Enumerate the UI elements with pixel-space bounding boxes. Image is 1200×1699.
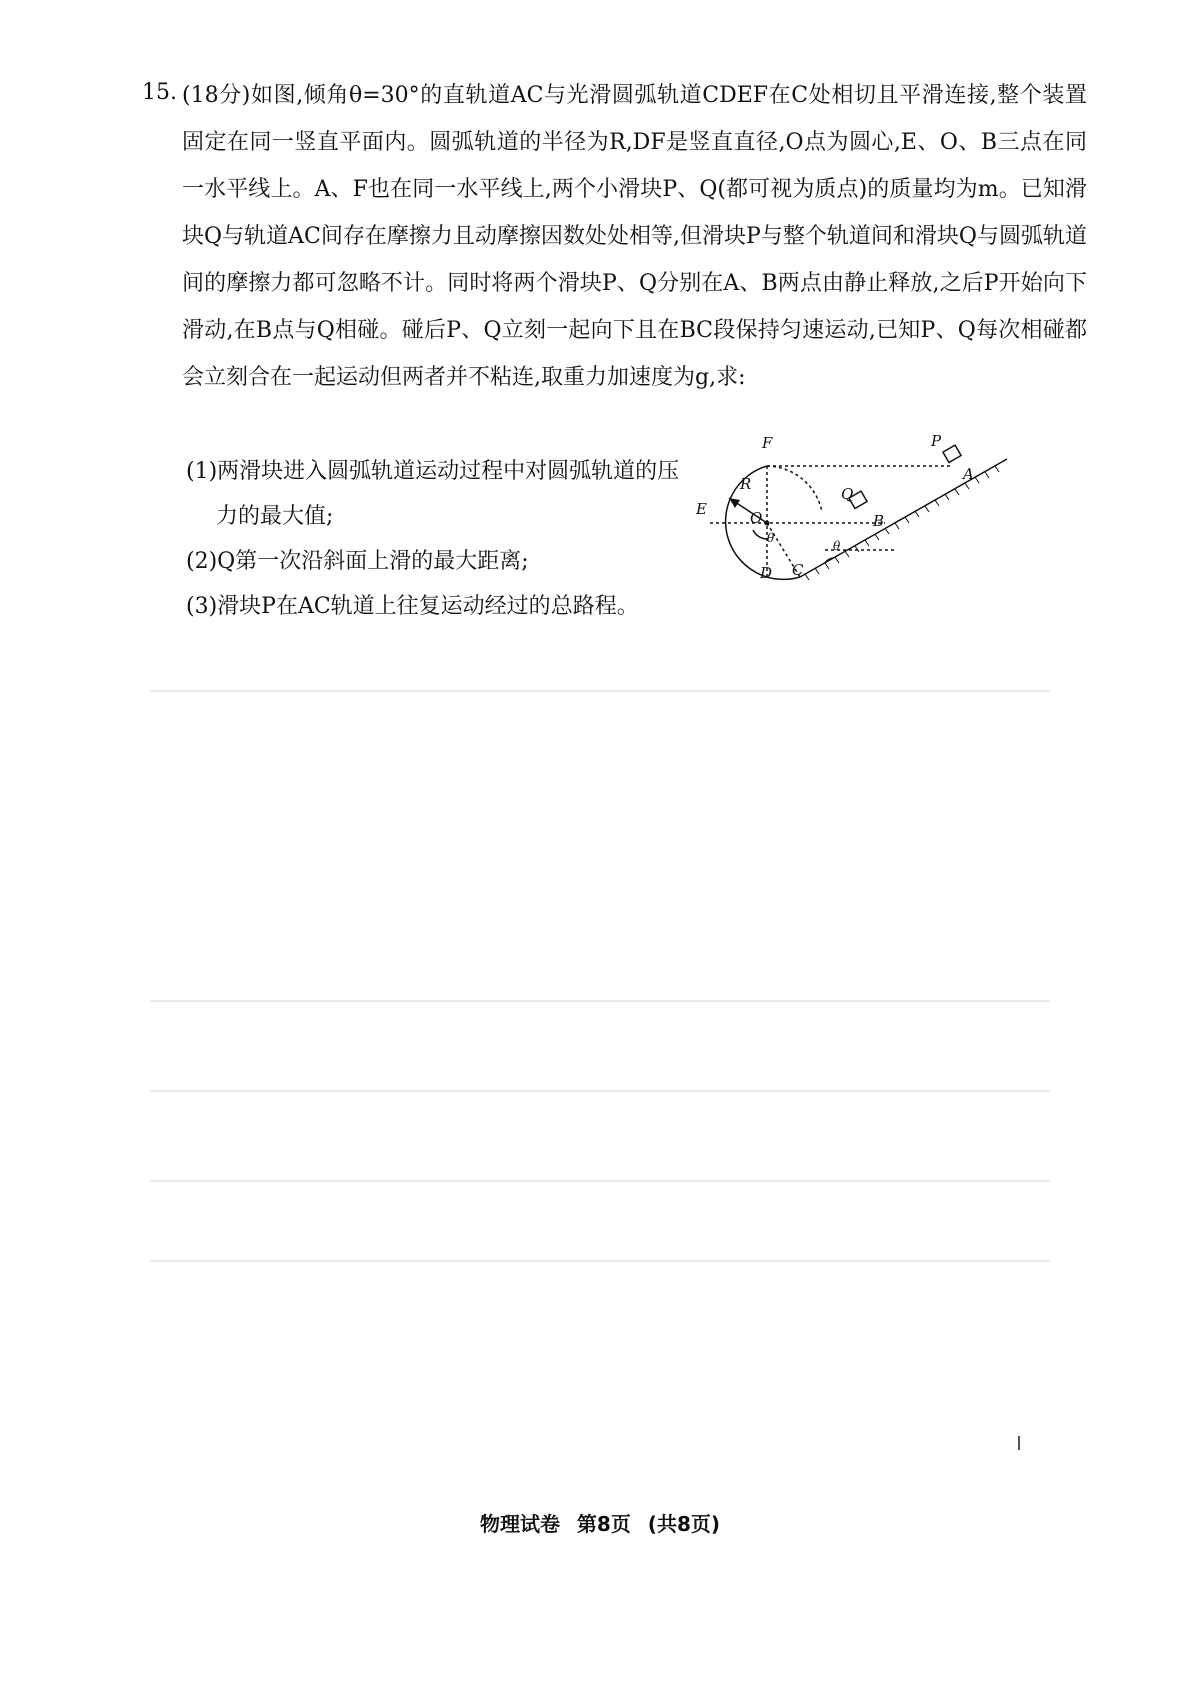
question-1-line-1: (1)两滑块进入圆弧轨道运动过程中对圆弧轨道的压 [186,459,680,484]
label-theta-incline: θ [833,539,841,553]
question-1 [186,449,726,539]
incline-hatching [805,466,999,580]
label-D: D [760,564,773,582]
scan-noise [150,1180,1050,1182]
label-F: F [762,434,773,452]
scan-noise [150,1090,1050,1092]
incline-AC [800,459,1007,577]
label-B: B [873,512,885,530]
label-R: R [740,475,752,493]
label-O: O [750,509,763,527]
question-3: (3)滑块P在AC轨道上往复运动经过的总路程。 [186,594,639,619]
track-diagram [696,432,1105,630]
block-P [943,445,961,462]
arrow-head [729,498,740,508]
scan-noise [150,1260,1050,1262]
label-E: E [696,500,707,518]
scan-noise [150,1000,1050,1002]
question-2: (2)Q第一次沿斜面上滑的最大距离; [186,549,529,574]
label-Q: Q [841,485,854,503]
question-1-line-2: 力的最大值; [216,504,334,529]
dashed-circle [767,466,822,512]
center-dot [765,521,770,526]
scan-mark [1018,1436,1020,1450]
angle-mark-center [753,530,767,539]
label-A: A [963,465,974,483]
problem-15 [142,72,1092,401]
label-P: P [931,432,942,450]
label-theta-center: θ [767,531,775,545]
page-footer: 物理试卷 第8页 (共8页) [479,1512,721,1536]
label-C: C [792,561,804,579]
problem-number: 15. [142,80,177,105]
problem-statement: (18分)如图,倾角θ=30°的直轨道AC与光滑圆弧轨道CDEF在C处相切且平滑连接,整个装置固定在同一竖直平面内。圆弧轨道的半径为R,DF是竖直直径,O点为圆心,E、O、B三点在同一水平线上。A、F也在同一水平线上,两个小滑块P、Q(都可视为质点)的质量均为m。已知滑块Q与轨道AC间存在摩擦力且动摩擦因数处处相等,但滑块P与整个轨道间和滑块Q与圆弧轨道间的摩擦力都可忽略不计。同时将两个滑块P、Q分别在A、B两点由静止释放,之后P开始向下滑动,在B点与Q相碰。碰后P、Q立刻一起向下且在BC段保持匀速运动,已知P、Q每次相碰都会立刻合在一起运动但两者并不粘连,取重力加速度为g,求: [182,83,1087,390]
scan-noise [150,690,1050,692]
